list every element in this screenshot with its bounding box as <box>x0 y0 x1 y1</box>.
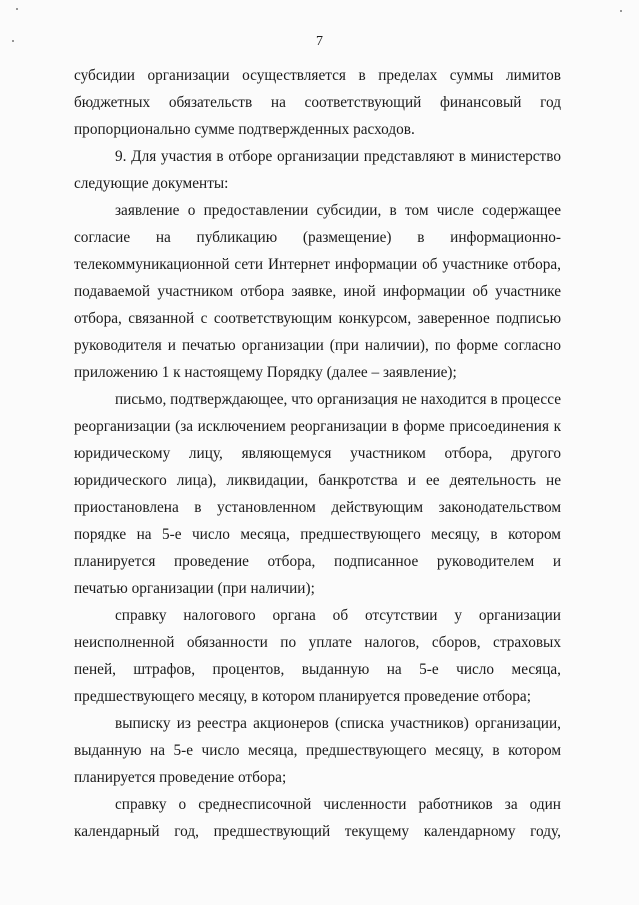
text-line: согласие на публикацию (размещение) в информационно- <box>74 229 561 246</box>
text-line: выданную на 5-е число месяца, предшествующего месяцу, в котором <box>74 742 561 759</box>
text-line: печатью организации (при наличии); <box>74 580 315 597</box>
scan-speck <box>620 10 622 12</box>
text-line: порядке на 5-е число месяца, предшествующего месяцу, в котором <box>74 526 561 543</box>
text-line: приостановлена в установленном действующим законодательством <box>74 499 561 516</box>
text-line: письмо, подтверждающее, что организация не находится в процессе <box>115 391 561 408</box>
scan-speck <box>16 8 18 10</box>
document-body <box>74 62 561 845</box>
text-line: реорганизации (за исключением реорганизации в форме присоединения к <box>74 418 561 435</box>
text-line: заявление о предоставлении субсидии, в том числе содержащее <box>115 202 561 219</box>
text-line: 9. Для участия в отборе организации представляют в министерство <box>115 148 561 165</box>
text-line: предшествующего месяцу, в котором планируется проведение отбора; <box>74 688 531 705</box>
text-line: планируется проведение отбора; <box>74 769 287 786</box>
text-line: выписку из реестра акционеров (списка участников) организации, <box>115 715 561 732</box>
text-line: неисполненной обязанности по уплате налогов, сборов, страховых <box>74 634 561 651</box>
text-line: следующие документы: <box>74 175 229 192</box>
text-line: пеней, штрафов, процентов, выданную на 5-е число месяца, <box>74 661 561 678</box>
text-line: приложению 1 к настоящему Порядку (далее – заявление); <box>74 364 457 381</box>
text-line: юридическому лицу, являющемуся участником отбора, другого <box>74 445 561 462</box>
text-line: подаваемой участником отбора заявке, иной информации об участнике <box>74 283 561 300</box>
text-line: телекоммуникационной сети Интернет информации об участнике отбора, <box>74 256 561 273</box>
text-line: юридического лица), ликвидации, банкротства и ее деятельность не <box>74 472 561 489</box>
text-line: пропорционально сумме подтвержденных расходов. <box>74 121 415 138</box>
text-line: справку налогового органа об отсутствии у организации <box>115 607 561 624</box>
text-line: справку о среднесписочной численности работников за один <box>115 796 561 813</box>
text-line: бюджетных обязательств на соответствующий финансовый год <box>74 94 561 111</box>
text-line: руководителя и печатью организации (при наличии), по форме согласно <box>74 337 561 354</box>
text-line: планируется проведение отбора, подписанное руководителем и <box>74 553 561 570</box>
text-line: календарный год, предшествующий текущему календарному году, <box>74 823 561 840</box>
text-line: субсидии организации осуществляется в пределах суммы лимитов <box>74 67 561 84</box>
page-number: 7 <box>316 34 323 49</box>
text-line: отбора, связанной с соответствующим конкурсом, заверенное подписью <box>74 310 561 327</box>
